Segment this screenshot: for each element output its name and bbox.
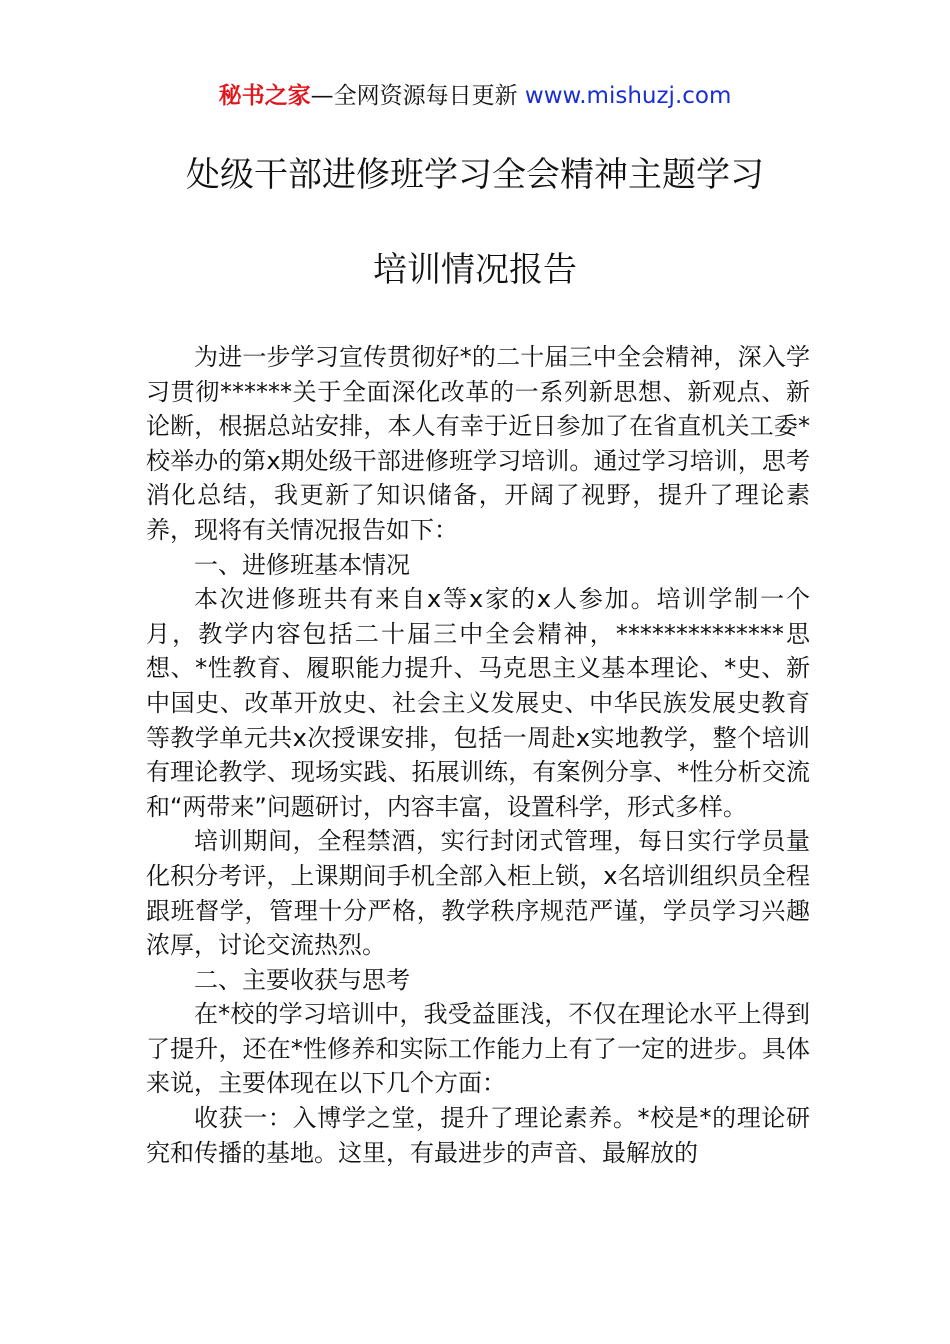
document-title-line-2: 培训情况报告: [373, 250, 577, 290]
paragraph-training-management: 培训期间，全程禁酒，实行封闭式管理，每日实行学员量化积分考评，上课期间手机全部入柜上锁，x名培训组织员全程跟班督学，管理十分严格，教学秩序规范严谨，学员学习兴趣浓厚，讨论交流热烈。: [146, 827, 810, 960]
site-header: [0, 80, 950, 112]
site-brand: 秘书之家: [218, 83, 311, 109]
section-heading-gains: 二、主要收获与思考: [194, 965, 410, 994]
section-heading-basic-info: 一、进修班基本情况: [194, 550, 410, 579]
document-body: [146, 340, 810, 1170]
document-title-line-1: 处级干部进修班学习全会精神主题学习: [186, 155, 764, 195]
intro-paragraph: 为进一步学习宣传贯彻好*的二十届三中全会精神，深入学习贯彻******关于全面深化改革的一系列新思想、新观点、新论断，根据总站安排，本人有幸于近日参加了在省直机关工委*校举办的第x期处级干部进修班学习培训。通过学习培训，思考消化总结，我更新了知识储备，开阔了视野，提升了理论素养，现将有关情况报告如下：: [146, 343, 810, 544]
paragraph-gain-one: 收获一：入博学之堂，提升了理论素养。*校是*的理论研究和传播的基地。这里，有最进步的声音、最解放的: [146, 1104, 810, 1167]
paragraph-gains-intro: 在*校的学习培训中，我受益匪浅，不仅在理论水平上得到了提升，还在*性修养和实际工作能力上有了一定的进步。具体来说，主要体现在以下几个方面：: [146, 1000, 810, 1098]
site-url-link[interactable]: www.mishuzj.com: [524, 83, 732, 109]
paragraph-class-overview: 本次进修班共有来自x等x家的x人参加。培训学制一个月，教学内容包括二十届三中全会精神，**************思想、*性教育、履职能力提升、马克思主义基本理论、*史、新中国史、改革开放史、社会主义发展史、中华民族发展史教育等教学单元共x次授课安排，包括一周赴x实地教学，整个培训有理论教学、现场实践、拓展训练，有案例分享、*性分析交流和“两带来”问题研讨，内容丰富，设置科学，形式多样。: [146, 585, 810, 821]
site-tagline: —全网资源每日更新: [310, 83, 525, 109]
